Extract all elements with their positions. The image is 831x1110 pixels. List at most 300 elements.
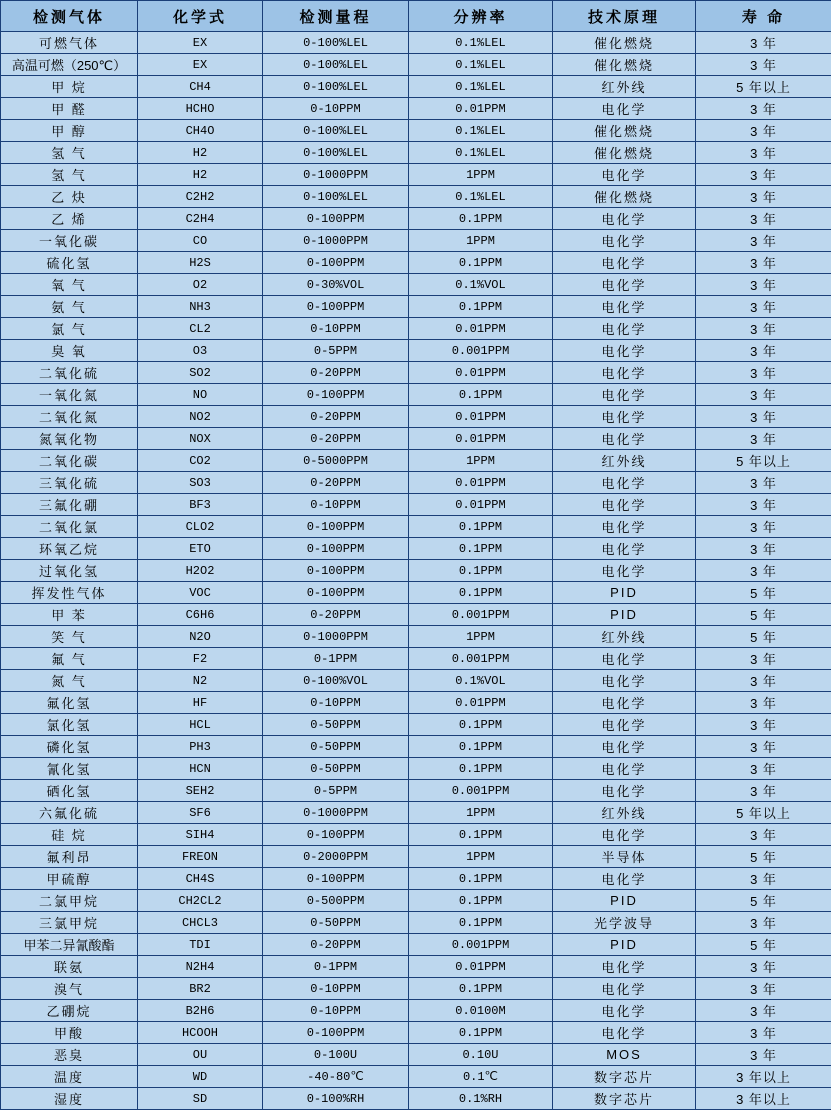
cell-technical-principle: MOS: [553, 1044, 696, 1066]
cell-chemical-formula: HF: [138, 692, 263, 714]
cell-detection-range: 0-20PPM: [263, 362, 409, 384]
cell-detection-range: 0-50PPM: [263, 736, 409, 758]
cell-detection-range: 0-500PPM: [263, 890, 409, 912]
cell-detection-range: 0-10PPM: [263, 978, 409, 1000]
cell-detection-range: 0-20PPM: [263, 604, 409, 626]
cell-gas-name: 三氯甲烷: [1, 912, 138, 934]
cell-detection-range: 0-100PPM: [263, 868, 409, 890]
table-row: [1, 1022, 831, 1044]
cell-detection-range: 0-100%LEL: [263, 32, 409, 54]
table-header: [1, 1, 831, 32]
cell-detection-range: 0-100%RH: [263, 1088, 409, 1110]
cell-detection-range: 0-100PPM: [263, 1022, 409, 1044]
cell-chemical-formula: ETO: [138, 538, 263, 560]
cell-lifespan: 3 年: [696, 494, 831, 516]
cell-technical-principle: 电化学: [553, 252, 696, 274]
cell-gas-name: 甲硫醇: [1, 868, 138, 890]
cell-resolution: 1PPM: [409, 626, 553, 648]
cell-gas-name: 一氧化碳: [1, 230, 138, 252]
column-header-principle: 技术原理: [553, 1, 696, 32]
table-row: [1, 1000, 831, 1022]
cell-technical-principle: 电化学: [553, 714, 696, 736]
table-row: [1, 340, 831, 362]
table-row: [1, 934, 831, 956]
cell-resolution: 0.1PPM: [409, 516, 553, 538]
table-row: [1, 736, 831, 758]
cell-gas-name: 氰化氢: [1, 758, 138, 780]
column-header-range: 检测量程: [263, 1, 409, 32]
cell-technical-principle: 电化学: [553, 1000, 696, 1022]
cell-resolution: 0.0100M: [409, 1000, 553, 1022]
cell-resolution: 0.1%RH: [409, 1088, 553, 1110]
cell-lifespan: 3 年: [696, 868, 831, 890]
table-row: [1, 76, 831, 98]
cell-technical-principle: PID: [553, 934, 696, 956]
cell-lifespan: 3 年: [696, 692, 831, 714]
cell-resolution: 0.1%LEL: [409, 142, 553, 164]
cell-detection-range: 0-100PPM: [263, 538, 409, 560]
cell-resolution: 0.1PPM: [409, 714, 553, 736]
cell-chemical-formula: CH4O: [138, 120, 263, 142]
cell-technical-principle: 电化学: [553, 978, 696, 1000]
cell-lifespan: 3 年: [696, 956, 831, 978]
cell-detection-range: 0-100PPM: [263, 384, 409, 406]
table-row: [1, 670, 831, 692]
cell-lifespan: 3 年: [696, 780, 831, 802]
cell-resolution: 0.1%LEL: [409, 76, 553, 98]
cell-lifespan: 3 年: [696, 296, 831, 318]
cell-gas-name: 氟化氢: [1, 692, 138, 714]
cell-lifespan: 5 年: [696, 582, 831, 604]
table-row: [1, 604, 831, 626]
cell-resolution: 0.001PPM: [409, 648, 553, 670]
cell-chemical-formula: NO: [138, 384, 263, 406]
table-row: [1, 626, 831, 648]
cell-technical-principle: 电化学: [553, 98, 696, 120]
cell-lifespan: 3 年: [696, 1022, 831, 1044]
cell-resolution: 0.1PPM: [409, 296, 553, 318]
cell-technical-principle: 电化学: [553, 956, 696, 978]
table-row: [1, 32, 831, 54]
cell-technical-principle: 电化学: [553, 472, 696, 494]
cell-chemical-formula: SO2: [138, 362, 263, 384]
cell-detection-range: 0-100PPM: [263, 516, 409, 538]
cell-gas-name: 过氧化氢: [1, 560, 138, 582]
cell-technical-principle: 电化学: [553, 230, 696, 252]
cell-lifespan: 3 年: [696, 274, 831, 296]
cell-chemical-formula: CH4S: [138, 868, 263, 890]
cell-chemical-formula: C2H2: [138, 186, 263, 208]
cell-lifespan: 3 年: [696, 670, 831, 692]
cell-resolution: 0.10U: [409, 1044, 553, 1066]
cell-chemical-formula: TDI: [138, 934, 263, 956]
cell-chemical-formula: EX: [138, 54, 263, 76]
cell-gas-name: 温度: [1, 1066, 138, 1088]
cell-chemical-formula: N2H4: [138, 956, 263, 978]
cell-detection-range: -40-80℃: [263, 1066, 409, 1088]
cell-gas-name: 挥发性气体: [1, 582, 138, 604]
cell-technical-principle: 红外线: [553, 76, 696, 98]
cell-technical-principle: 电化学: [553, 274, 696, 296]
cell-technical-principle: 半导体: [553, 846, 696, 868]
cell-detection-range: 0-100%LEL: [263, 54, 409, 76]
cell-lifespan: 3 年: [696, 538, 831, 560]
column-header-formula: 化学式: [138, 1, 263, 32]
table-row: [1, 1088, 831, 1110]
cell-detection-range: 0-1PPM: [263, 648, 409, 670]
cell-lifespan: 3 年以上: [696, 1066, 831, 1088]
cell-gas-name: 氧 气: [1, 274, 138, 296]
table-row: [1, 978, 831, 1000]
cell-gas-name: 臭 氧: [1, 340, 138, 362]
cell-resolution: 1PPM: [409, 802, 553, 824]
cell-technical-principle: 电化学: [553, 868, 696, 890]
cell-lifespan: 5 年以上: [696, 450, 831, 472]
cell-chemical-formula: HCHO: [138, 98, 263, 120]
cell-detection-range: 0-50PPM: [263, 912, 409, 934]
cell-technical-principle: 电化学: [553, 736, 696, 758]
cell-chemical-formula: H2O2: [138, 560, 263, 582]
cell-detection-range: 0-100PPM: [263, 560, 409, 582]
cell-gas-name: 高温可燃（250℃）: [1, 54, 138, 76]
cell-chemical-formula: BR2: [138, 978, 263, 1000]
cell-lifespan: 3 年: [696, 208, 831, 230]
cell-detection-range: 0-50PPM: [263, 758, 409, 780]
cell-lifespan: 3 年: [696, 978, 831, 1000]
cell-technical-principle: 催化燃烧: [553, 142, 696, 164]
cell-chemical-formula: C2H4: [138, 208, 263, 230]
cell-chemical-formula: H2S: [138, 252, 263, 274]
cell-resolution: 0.1%LEL: [409, 32, 553, 54]
cell-chemical-formula: CH2CL2: [138, 890, 263, 912]
table-row: [1, 252, 831, 274]
cell-chemical-formula: NH3: [138, 296, 263, 318]
cell-lifespan: 3 年: [696, 648, 831, 670]
cell-gas-name: 硅 烷: [1, 824, 138, 846]
cell-detection-range: 0-10PPM: [263, 318, 409, 340]
cell-detection-range: 0-100PPM: [263, 252, 409, 274]
cell-gas-name: 二氧化氯: [1, 516, 138, 538]
cell-technical-principle: 电化学: [553, 406, 696, 428]
table-row: [1, 516, 831, 538]
cell-resolution: 0.01PPM: [409, 692, 553, 714]
table-row: [1, 450, 831, 472]
cell-lifespan: 3 年: [696, 736, 831, 758]
cell-technical-principle: 电化学: [553, 494, 696, 516]
table-row: [1, 142, 831, 164]
cell-detection-range: 0-10PPM: [263, 98, 409, 120]
cell-resolution: 0.01PPM: [409, 406, 553, 428]
cell-gas-name: 氟利昂: [1, 846, 138, 868]
cell-chemical-formula: CO: [138, 230, 263, 252]
cell-detection-range: 0-100PPM: [263, 296, 409, 318]
cell-lifespan: 3 年: [696, 758, 831, 780]
table-row: [1, 780, 831, 802]
cell-lifespan: 3 年: [696, 252, 831, 274]
cell-chemical-formula: H2: [138, 164, 263, 186]
cell-chemical-formula: H2: [138, 142, 263, 164]
cell-detection-range: 0-100%LEL: [263, 76, 409, 98]
cell-gas-name: 氯化氢: [1, 714, 138, 736]
cell-lifespan: 5 年: [696, 934, 831, 956]
cell-detection-range: 0-10PPM: [263, 692, 409, 714]
cell-chemical-formula: CH4: [138, 76, 263, 98]
cell-detection-range: 0-20PPM: [263, 472, 409, 494]
cell-gas-name: 乙 炔: [1, 186, 138, 208]
cell-resolution: 0.1℃: [409, 1066, 553, 1088]
cell-gas-name: 氮 气: [1, 670, 138, 692]
cell-resolution: 0.01PPM: [409, 956, 553, 978]
cell-chemical-formula: N2: [138, 670, 263, 692]
cell-lifespan: 3 年: [696, 186, 831, 208]
cell-technical-principle: 红外线: [553, 802, 696, 824]
cell-detection-range: 0-20PPM: [263, 934, 409, 956]
cell-lifespan: 3 年: [696, 428, 831, 450]
cell-resolution: 0.1PPM: [409, 384, 553, 406]
cell-detection-range: 0-1000PPM: [263, 164, 409, 186]
cell-gas-name: 湿度: [1, 1088, 138, 1110]
cell-detection-range: 0-2000PPM: [263, 846, 409, 868]
cell-detection-range: 0-100PPM: [263, 582, 409, 604]
cell-resolution: 0.1PPM: [409, 912, 553, 934]
cell-technical-principle: 电化学: [553, 516, 696, 538]
cell-detection-range: 0-100%VOL: [263, 670, 409, 692]
cell-detection-range: 0-20PPM: [263, 428, 409, 450]
table-row: [1, 538, 831, 560]
cell-gas-name: 氢 气: [1, 142, 138, 164]
cell-detection-range: 0-30%VOL: [263, 274, 409, 296]
cell-resolution: 0.001PPM: [409, 604, 553, 626]
cell-technical-principle: 电化学: [553, 164, 696, 186]
cell-resolution: 1PPM: [409, 450, 553, 472]
cell-lifespan: 3 年: [696, 714, 831, 736]
cell-technical-principle: 催化燃烧: [553, 120, 696, 142]
cell-chemical-formula: VOC: [138, 582, 263, 604]
table-row: [1, 274, 831, 296]
table-row: [1, 824, 831, 846]
cell-gas-name: 氟 气: [1, 648, 138, 670]
table-row: [1, 582, 831, 604]
table-row: [1, 912, 831, 934]
cell-chemical-formula: HCOOH: [138, 1022, 263, 1044]
cell-gas-name: 甲苯二异氰酸酯: [1, 934, 138, 956]
cell-technical-principle: 电化学: [553, 692, 696, 714]
cell-gas-name: 六氟化硫: [1, 802, 138, 824]
cell-resolution: 0.1%LEL: [409, 54, 553, 76]
cell-resolution: 0.1PPM: [409, 538, 553, 560]
cell-lifespan: 3 年: [696, 164, 831, 186]
cell-detection-range: 0-50PPM: [263, 714, 409, 736]
cell-detection-range: 0-1000PPM: [263, 230, 409, 252]
cell-gas-name: 乙硼烷: [1, 1000, 138, 1022]
cell-lifespan: 3 年: [696, 98, 831, 120]
header-row: [1, 1, 831, 32]
cell-gas-name: 一氧化氮: [1, 384, 138, 406]
cell-chemical-formula: O2: [138, 274, 263, 296]
cell-resolution: 0.1PPM: [409, 1022, 553, 1044]
cell-chemical-formula: CL2: [138, 318, 263, 340]
cell-technical-principle: 数字芯片: [553, 1088, 696, 1110]
table-row: [1, 406, 831, 428]
cell-technical-principle: 电化学: [553, 758, 696, 780]
table-row: [1, 472, 831, 494]
cell-technical-principle: 电化学: [553, 560, 696, 582]
cell-lifespan: 3 年: [696, 340, 831, 362]
cell-gas-name: 氢 气: [1, 164, 138, 186]
cell-gas-name: 甲 烷: [1, 76, 138, 98]
table-row: [1, 560, 831, 582]
cell-technical-principle: 催化燃烧: [553, 54, 696, 76]
table-row: [1, 98, 831, 120]
cell-detection-range: 0-1000PPM: [263, 626, 409, 648]
cell-lifespan: 3 年: [696, 32, 831, 54]
cell-gas-name: 恶臭: [1, 1044, 138, 1066]
cell-resolution: 0.01PPM: [409, 318, 553, 340]
cell-gas-name: 二氯甲烷: [1, 890, 138, 912]
table-row: [1, 164, 831, 186]
cell-chemical-formula: CO2: [138, 450, 263, 472]
cell-chemical-formula: SO3: [138, 472, 263, 494]
cell-lifespan: 3 年: [696, 912, 831, 934]
column-header-resolution: 分辨率: [409, 1, 553, 32]
table-row: [1, 494, 831, 516]
cell-lifespan: 3 年: [696, 472, 831, 494]
cell-gas-name: 二氧化氮: [1, 406, 138, 428]
cell-chemical-formula: NO2: [138, 406, 263, 428]
cell-technical-principle: 光学波导: [553, 912, 696, 934]
cell-detection-range: 0-5PPM: [263, 780, 409, 802]
cell-resolution: 0.01PPM: [409, 362, 553, 384]
cell-lifespan: 3 年: [696, 1044, 831, 1066]
cell-resolution: 0.1PPM: [409, 824, 553, 846]
cell-gas-name: 二氧化碳: [1, 450, 138, 472]
table-row: [1, 318, 831, 340]
table-row: [1, 362, 831, 384]
cell-detection-range: 0-1PPM: [263, 956, 409, 978]
cell-resolution: 0.1PPM: [409, 736, 553, 758]
cell-chemical-formula: WD: [138, 1066, 263, 1088]
cell-lifespan: 5 年: [696, 846, 831, 868]
cell-resolution: 0.1PPM: [409, 208, 553, 230]
cell-detection-range: 0-20PPM: [263, 406, 409, 428]
table-row: [1, 428, 831, 450]
table-row: [1, 648, 831, 670]
cell-detection-range: 0-5PPM: [263, 340, 409, 362]
cell-gas-name: 甲酸: [1, 1022, 138, 1044]
cell-lifespan: 5 年以上: [696, 802, 831, 824]
cell-technical-principle: 催化燃烧: [553, 32, 696, 54]
cell-gas-name: 硫化氢: [1, 252, 138, 274]
cell-resolution: 0.001PPM: [409, 340, 553, 362]
cell-gas-name: 联氨: [1, 956, 138, 978]
cell-resolution: 0.1PPM: [409, 978, 553, 1000]
cell-lifespan: 5 年: [696, 604, 831, 626]
cell-lifespan: 3 年: [696, 230, 831, 252]
cell-chemical-formula: SD: [138, 1088, 263, 1110]
cell-resolution: 0.01PPM: [409, 494, 553, 516]
cell-resolution: 0.1PPM: [409, 252, 553, 274]
cell-technical-principle: PID: [553, 604, 696, 626]
cell-detection-range: 0-100PPM: [263, 208, 409, 230]
cell-gas-name: 磷化氢: [1, 736, 138, 758]
cell-resolution: 0.1PPM: [409, 560, 553, 582]
cell-lifespan: 3 年以上: [696, 1088, 831, 1110]
cell-technical-principle: 红外线: [553, 450, 696, 472]
cell-lifespan: 3 年: [696, 318, 831, 340]
cell-chemical-formula: HCN: [138, 758, 263, 780]
cell-resolution: 1PPM: [409, 846, 553, 868]
cell-technical-principle: 电化学: [553, 384, 696, 406]
cell-chemical-formula: HCL: [138, 714, 263, 736]
cell-detection-range: 0-10PPM: [263, 494, 409, 516]
cell-gas-name: 三氧化硫: [1, 472, 138, 494]
cell-resolution: 0.1%VOL: [409, 274, 553, 296]
cell-chemical-formula: BF3: [138, 494, 263, 516]
cell-chemical-formula: NOX: [138, 428, 263, 450]
cell-lifespan: 3 年: [696, 362, 831, 384]
table-row: [1, 186, 831, 208]
cell-gas-name: 三氟化硼: [1, 494, 138, 516]
cell-gas-name: 氨 气: [1, 296, 138, 318]
table-row: [1, 890, 831, 912]
cell-gas-name: 二氧化硫: [1, 362, 138, 384]
cell-technical-principle: 红外线: [553, 626, 696, 648]
table-row: [1, 230, 831, 252]
cell-chemical-formula: N2O: [138, 626, 263, 648]
cell-detection-range: 0-1000PPM: [263, 802, 409, 824]
cell-lifespan: 5 年: [696, 890, 831, 912]
cell-gas-name: 氮氧化物: [1, 428, 138, 450]
cell-resolution: 0.1PPM: [409, 758, 553, 780]
table-row: [1, 868, 831, 890]
cell-gas-name: 甲 醇: [1, 120, 138, 142]
table-row: [1, 846, 831, 868]
cell-technical-principle: 数字芯片: [553, 1066, 696, 1088]
cell-lifespan: 3 年: [696, 384, 831, 406]
cell-technical-principle: 催化燃烧: [553, 186, 696, 208]
cell-lifespan: 3 年: [696, 1000, 831, 1022]
cell-technical-principle: 电化学: [553, 648, 696, 670]
column-header-lifespan: 寿 命: [696, 1, 831, 32]
cell-detection-range: 0-100%LEL: [263, 142, 409, 164]
table-row: [1, 714, 831, 736]
cell-gas-name: 氯 气: [1, 318, 138, 340]
cell-resolution: 0.1PPM: [409, 582, 553, 604]
cell-chemical-formula: PH3: [138, 736, 263, 758]
cell-gas-name: 溴气: [1, 978, 138, 1000]
cell-chemical-formula: CHCL3: [138, 912, 263, 934]
table-row: [1, 692, 831, 714]
cell-technical-principle: PID: [553, 582, 696, 604]
cell-resolution: 0.01PPM: [409, 98, 553, 120]
cell-chemical-formula: SEH2: [138, 780, 263, 802]
cell-lifespan: 3 年: [696, 54, 831, 76]
cell-chemical-formula: CLO2: [138, 516, 263, 538]
cell-chemical-formula: SF6: [138, 802, 263, 824]
table-row: [1, 758, 831, 780]
cell-resolution: 0.1%LEL: [409, 120, 553, 142]
cell-lifespan: 5 年: [696, 626, 831, 648]
cell-technical-principle: 电化学: [553, 296, 696, 318]
cell-chemical-formula: FREON: [138, 846, 263, 868]
cell-resolution: 0.01PPM: [409, 428, 553, 450]
cell-lifespan: 3 年: [696, 560, 831, 582]
cell-resolution: 1PPM: [409, 164, 553, 186]
cell-technical-principle: 电化学: [553, 318, 696, 340]
cell-technical-principle: 电化学: [553, 208, 696, 230]
cell-gas-name: 甲 醛: [1, 98, 138, 120]
cell-lifespan: 3 年: [696, 142, 831, 164]
